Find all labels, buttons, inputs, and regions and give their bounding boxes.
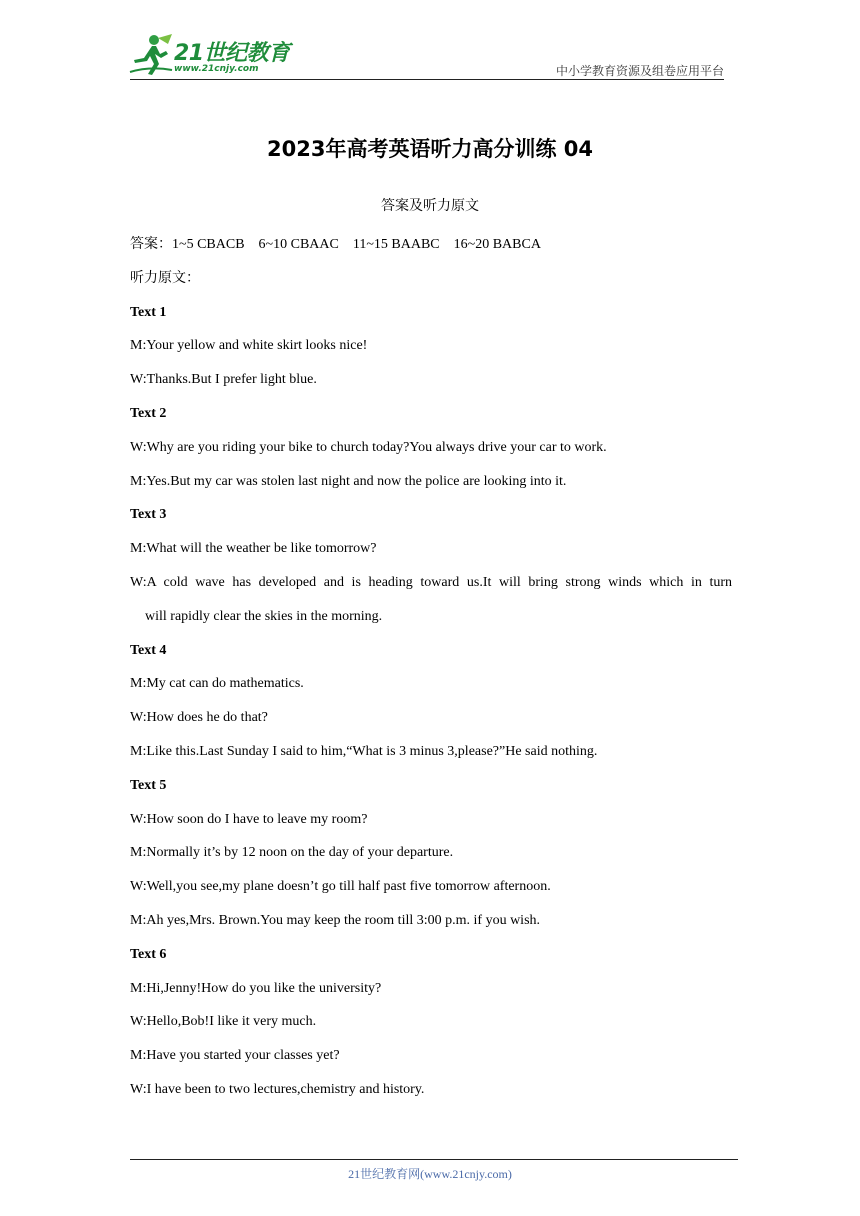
dialogue-line: W:Thanks.But I prefer light blue.	[130, 372, 317, 388]
dialogue-line: W:I have been to two lectures,chemistry and history.	[130, 1081, 425, 1097]
transcript-label: 听力原文：	[130, 269, 200, 286]
dialogue-line: W:How soon do I have to leave my room?	[130, 811, 368, 827]
header-divider	[130, 79, 724, 80]
logo-text: 21世纪教育	[174, 41, 290, 66]
text-heading: Text 6	[130, 946, 167, 962]
answer-text: 1~5 CBACB 6~10 CBAAC 11~15 BAABC 16~20 BABCA	[172, 237, 541, 252]
brand-logo	[128, 30, 298, 80]
dialogue-line: M:Ah yes,Mrs. Brown.You may keep the room till 3:00 p.m. if you wish.	[130, 912, 541, 928]
text-heading: Text 3	[130, 507, 167, 523]
dialogue-line: M:Have you started your classes yet?	[130, 1048, 340, 1064]
logo-url: www.21cnjy.com	[174, 64, 259, 74]
footer-divider	[130, 1159, 738, 1160]
text-heading: Text 1	[130, 304, 167, 320]
dialogue-line: M:Normally it’s by 12 noon on the day of your departure.	[130, 845, 454, 861]
text-heading: Text 5	[130, 777, 167, 793]
page-subtitle: 答案及听力原文	[381, 198, 479, 214]
document-body	[130, 228, 732, 1107]
page-title: 2023年高考英语听力高分训练 04	[267, 137, 593, 161]
dialogue-line: M:Hi,Jenny!How do you like the university?	[130, 980, 382, 996]
text-heading: Text 4	[130, 642, 167, 658]
answer-label: 答案：	[130, 236, 172, 252]
runner-logo-icon	[128, 32, 174, 78]
page-footer[interactable]: 21世纪教育网(www.21cnjy.com)	[348, 1167, 512, 1181]
platform-label: 中小学教育资源及组卷应用平台	[555, 64, 724, 78]
dialogue-line-continuation: will rapidly clear the skies in the morning.	[145, 608, 383, 624]
dialogue-line: W:Hello,Bob!I like it very much.	[130, 1014, 317, 1030]
text-heading: Text 2	[130, 405, 167, 421]
answer-line	[130, 228, 732, 262]
dialogue-line: M:What will the weather be like tomorrow?	[130, 541, 377, 557]
dialogue-line: M:Like this.Last Sunday I said to him,“What is 3 minus 3,please?”He said nothing.	[130, 743, 598, 759]
dialogue-line: W:Well,you see,my plane doesn’t go till half past five tomorrow afternoon.	[130, 879, 551, 895]
dialogue-line: W:How does he do that?	[130, 710, 268, 726]
page-header	[128, 30, 724, 82]
dialogue-line: M:My cat can do mathematics.	[130, 676, 304, 692]
dialogue-line: W:Why are you riding your bike to church today?You always drive your car to work.	[130, 439, 607, 455]
dialogue-line: M:Your yellow and white skirt looks nice!	[130, 338, 368, 354]
dialogue-line: M:Yes.But my car was stolen last night and now the police are looking into it.	[130, 473, 567, 489]
dialogue-line: W:A cold wave has developed and is heading toward us.It will bring strong winds which in turn	[130, 574, 732, 590]
